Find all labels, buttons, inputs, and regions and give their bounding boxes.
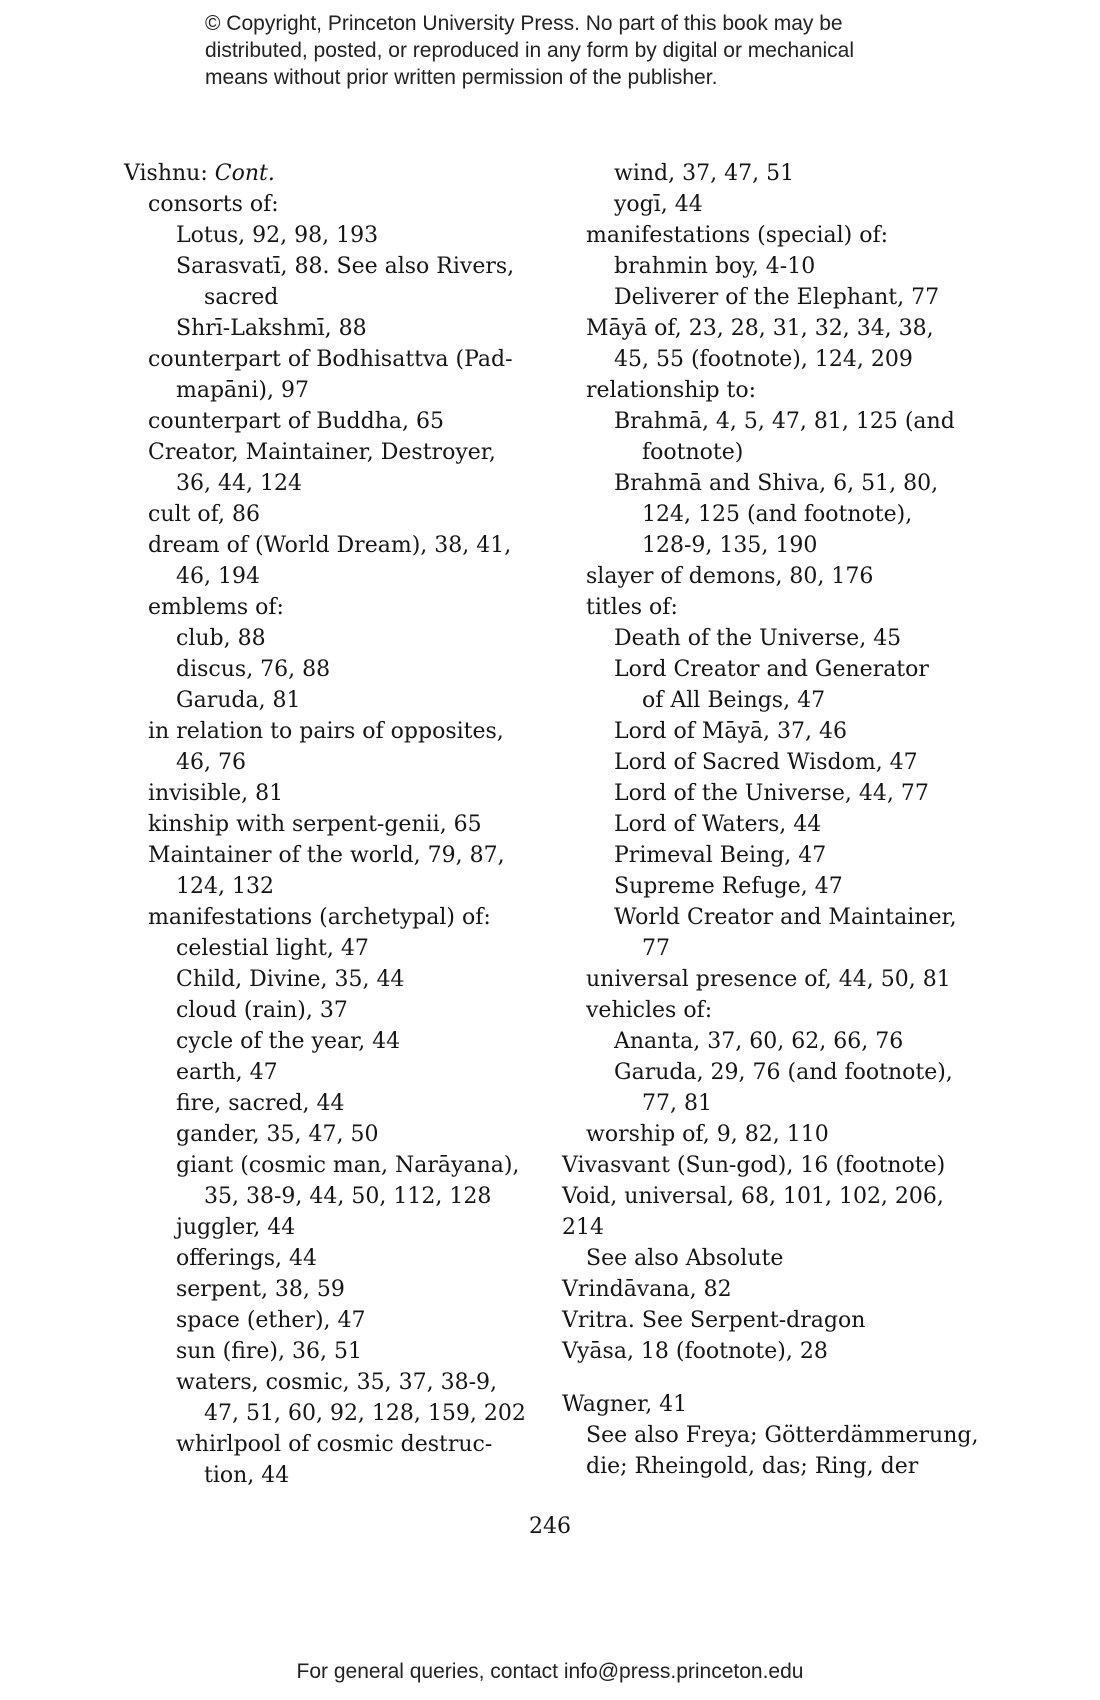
index-entry: [124, 964, 526, 995]
index-entry: [562, 1212, 978, 1243]
index-entry: [562, 592, 978, 623]
index-entry: [124, 933, 526, 964]
index-entry: [562, 158, 978, 189]
index-entry: [124, 685, 526, 716]
index-entry-text: 128-9, 135, 190: [642, 533, 818, 558]
index-entry: [562, 1451, 978, 1482]
index-entry-text: Lord of the Universe, 44, 77: [614, 781, 929, 806]
index-entry-text: titles of:: [586, 595, 678, 620]
index-entry: [562, 1181, 978, 1212]
index-entry: [124, 902, 526, 933]
index-entry: [124, 871, 526, 902]
index-entry-text: club, 88: [176, 626, 266, 651]
index-entry-text: counterpart of Buddha, 65: [148, 409, 444, 434]
index-entry-text: relationship to:: [586, 378, 757, 403]
index-entry: [124, 995, 526, 1026]
index-entry: [124, 1057, 526, 1088]
index-entry-text: serpent, 38, 59: [176, 1277, 345, 1302]
copyright-line: distributed, posted, or reproduced in any form by digital or mechanical: [205, 39, 855, 62]
index-entry: [124, 375, 526, 406]
index-entry: [562, 902, 978, 933]
index-entry: [124, 468, 526, 499]
index-entry: [124, 716, 526, 747]
index-entry: [562, 499, 978, 530]
index-entry-text: Lord of Sacred Wisdom, 47: [614, 750, 918, 775]
index-entry-text: 77: [642, 936, 670, 961]
index-entry: [562, 1243, 978, 1274]
index-entry-text: 45, 55 (footnote), 124, 209: [614, 347, 913, 372]
index-entry: [562, 344, 978, 375]
index-entry: [562, 1119, 978, 1150]
copyright-line: © Copyright, Princeton University Press. No part of this book may be: [205, 12, 843, 35]
index-entry-text: sacred: [204, 285, 279, 310]
index-entry: [562, 623, 978, 654]
index-entry: [562, 654, 978, 685]
index-entry: [124, 282, 526, 313]
index-entry: [562, 1420, 978, 1451]
index-entry-text: whirlpool of cosmic destruc-: [176, 1432, 493, 1457]
index-entry-text: Brahmā and Shiva, 6, 51, 80,: [614, 471, 939, 496]
index-entry: [562, 840, 978, 871]
index-entry-text: Deliverer of the Elephant, 77: [614, 285, 940, 310]
index-entry: [562, 313, 978, 344]
index-entry-text: Brahmā, 4, 5, 47, 81, 125 (and: [614, 409, 955, 434]
index-entry-text: Supreme Refuge, 47: [614, 874, 843, 899]
index-entry-text: Garuda, 81: [176, 688, 301, 713]
index-entry: [124, 1150, 526, 1181]
index-entry: [124, 1243, 526, 1274]
index-entry: [562, 1274, 978, 1305]
index-entry: [124, 1336, 526, 1367]
index-entry-text: See also Freya; Götterdämmerung,: [586, 1423, 979, 1448]
index-entry-text: space (ether), 47: [176, 1308, 366, 1333]
index-entry: [124, 1274, 526, 1305]
index-entry-text: in relation to pairs of opposites,: [148, 719, 504, 744]
index-entry-text: Garuda, 29, 76 (and footnote),: [614, 1060, 953, 1085]
index-entry: [562, 220, 978, 251]
index-entry-text: Vrindāvana, 82: [562, 1277, 732, 1302]
index-entry-text: waters, cosmic, 35, 37, 38-9,: [176, 1370, 498, 1395]
index-entry: [562, 189, 978, 220]
copyright-line: means without prior written permission of the publisher.: [205, 66, 718, 89]
index-entry: [124, 189, 526, 220]
index-entry-text: 46, 194: [176, 564, 260, 589]
index-entry-text: emblems of:: [148, 595, 284, 620]
index-entry: [562, 375, 978, 406]
index-entry-text: die; Rheingold, das; Ring, der: [586, 1454, 919, 1479]
index-entry-text: slayer of demons, 80, 176: [586, 564, 874, 589]
index-entry: [562, 778, 978, 809]
index-entry: [562, 1305, 978, 1336]
index-entry-text: footnote): [642, 440, 744, 465]
index-entry: [562, 251, 978, 282]
index-entry-text: Sarasvatī, 88. See also Rivers,: [176, 254, 515, 279]
index-entry: [562, 406, 978, 437]
index-entry-text: Death of the Universe, 45: [614, 626, 902, 651]
index-entry-text: 124, 132: [176, 874, 274, 899]
index-entry: [124, 1398, 526, 1429]
index-entry-text: World Creator and Maintainer,: [614, 905, 957, 930]
index-entry-text: Lord Creator and Generator: [614, 657, 929, 682]
index-entry-text: sun (fire), 36, 51: [176, 1339, 362, 1364]
index-entry-text: Vivasvant (Sun-god), 16 (footnote): [562, 1153, 946, 1178]
index-entry-text: giant (cosmic man, Narāyana),: [176, 1153, 520, 1178]
index-entry-text: offerings, 44: [176, 1246, 317, 1271]
index-entry: [124, 251, 526, 282]
index-entry-text: See also Absolute: [586, 1246, 784, 1271]
index-left-column: [124, 158, 526, 1491]
page-number: 246: [529, 1514, 571, 1539]
index-entry-text: Shrī-Lakshmī, 88: [176, 316, 367, 341]
index-entry: [562, 1150, 978, 1181]
index-entry-text: counterpart of Bodhisattva (Pad-: [148, 347, 513, 372]
index-entry-text: manifestations (archetypal) of:: [148, 905, 491, 930]
index-entry-text: Maintainer of the world, 79, 87,: [148, 843, 505, 868]
index-entry: [124, 1460, 526, 1491]
copyright-notice: [205, 10, 965, 91]
index-entry: [124, 313, 526, 344]
index-entry-text: cycle of the year, 44: [176, 1029, 401, 1054]
index-entry: [562, 871, 978, 902]
index-entry-text: consorts of:: [148, 192, 279, 217]
index-entry: [124, 344, 526, 375]
index-entry-text: juggler, 44: [176, 1215, 296, 1240]
index-entry-text: Void, universal, 68, 101, 102, 206,: [562, 1184, 944, 1209]
index-entry-text: 46, 76: [176, 750, 246, 775]
index-entry: [124, 1305, 526, 1336]
index-entry-text: Lord of Waters, 44: [614, 812, 822, 837]
index-entry-text: of All Beings, 47: [642, 688, 826, 713]
index-entry: [562, 1088, 978, 1119]
index-entry-text: Creator, Maintainer, Destroyer,: [148, 440, 496, 465]
index-entry: [124, 499, 526, 530]
index-entry-text: discus, 76, 88: [176, 657, 331, 682]
index-entry-text: cloud (rain), 37: [176, 998, 348, 1023]
index-entry: [124, 1181, 526, 1212]
index-entry: [124, 778, 526, 809]
index-entry: [124, 654, 526, 685]
index-entry: [562, 685, 978, 716]
index-entry: [124, 840, 526, 871]
index-entry-text: tion, 44: [204, 1463, 290, 1488]
index-entry-text: Wagner, 41: [562, 1392, 688, 1417]
index-entry-text: invisible, 81: [148, 781, 284, 806]
index-entry-text: 35, 38-9, 44, 50, 112, 128: [204, 1184, 492, 1209]
index-entry-text: Child, Divine, 35, 44: [176, 967, 405, 992]
index-entry: [562, 809, 978, 840]
index-entry: [562, 530, 978, 561]
index-entry-text: 77, 81: [642, 1091, 712, 1116]
index-entry: [124, 530, 526, 561]
index-entry: [124, 1212, 526, 1243]
index-entry: [562, 716, 978, 747]
index-entry-text: yogī, 44: [614, 192, 703, 217]
index-entry: [124, 623, 526, 654]
index-entry-text: Primeval Being, 47: [614, 843, 827, 868]
index-entry: [562, 437, 978, 468]
index-entry: [124, 1026, 526, 1057]
index-entry-text: 36, 44, 124: [176, 471, 302, 496]
index-entry: [562, 561, 978, 592]
index-entry-text: wind, 37, 47, 51: [614, 161, 795, 186]
index-entry-text: kinship with serpent-genii, 65: [148, 812, 482, 837]
index-entry-text: brahmin boy, 4-10: [614, 254, 816, 279]
index-entry: [562, 995, 978, 1026]
index-entry: [562, 468, 978, 499]
index-entry: [124, 809, 526, 840]
index-entry: [124, 747, 526, 778]
index-entry-text: Vyāsa, 18 (footnote), 28: [562, 1339, 828, 1364]
index-entry: [562, 964, 978, 995]
index-entry: [124, 1367, 526, 1398]
index-entry-text: Vishnu:: [124, 161, 215, 186]
index-entry-text: 214: [562, 1215, 604, 1240]
index-entry-text: dream of (World Dream), 38, 41,: [148, 533, 512, 558]
index-entry-text: 124, 125 (and footnote),: [642, 502, 913, 527]
footer-contact: For general queries, contact info@press.princeton.edu: [296, 1660, 804, 1683]
index-entry-text: Ananta, 37, 60, 62, 66, 76: [614, 1029, 904, 1054]
index-entry-text: mapāni), 97: [176, 378, 309, 403]
index-entry-text: Lotus, 92, 98, 193: [176, 223, 379, 248]
index-entry-text: celestial light, 47: [176, 936, 369, 961]
index-entry-text: manifestations (special) of:: [586, 223, 889, 248]
index-entry: [124, 158, 526, 189]
index-entry: [562, 1057, 978, 1088]
index-entry: [562, 1389, 978, 1420]
index-entry-text: worship of, 9, 82, 110: [586, 1122, 829, 1147]
index-entry: [562, 747, 978, 778]
index-entry: [562, 282, 978, 313]
index-entry-text: earth, 47: [176, 1060, 278, 1085]
index-entry: [562, 933, 978, 964]
index-entry-text: Vritra. See Serpent-dragon: [562, 1308, 866, 1333]
index-right-column: [562, 158, 978, 1482]
index-entry: [124, 406, 526, 437]
index-entry: [562, 1336, 978, 1367]
index-entry-text: Lord of Māyā, 37, 46: [614, 719, 847, 744]
index-entry: [562, 1026, 978, 1057]
index-entry-text: 47, 51, 60, 92, 128, 159, 202: [204, 1401, 526, 1426]
index-entry: [124, 561, 526, 592]
index-entry-text: vehicles of:: [586, 998, 713, 1023]
index-entry-text: gander, 35, 47, 50: [176, 1122, 379, 1147]
index-entry: [124, 592, 526, 623]
index-entry-text: Māyā of, 23, 28, 31, 32, 34, 38,: [586, 316, 934, 341]
index-entry-text: universal presence of, 44, 50, 81: [586, 967, 951, 992]
index-entry: [124, 437, 526, 468]
index-entry: [124, 220, 526, 251]
index-entry-text: fire, sacred, 44: [176, 1091, 345, 1116]
index-entry: [124, 1088, 526, 1119]
index-entry-text: cult of, 86: [148, 502, 260, 527]
index-entry: [124, 1429, 526, 1460]
index-entry: [124, 1119, 526, 1150]
index-entry-continuation: Cont.: [214, 161, 275, 186]
